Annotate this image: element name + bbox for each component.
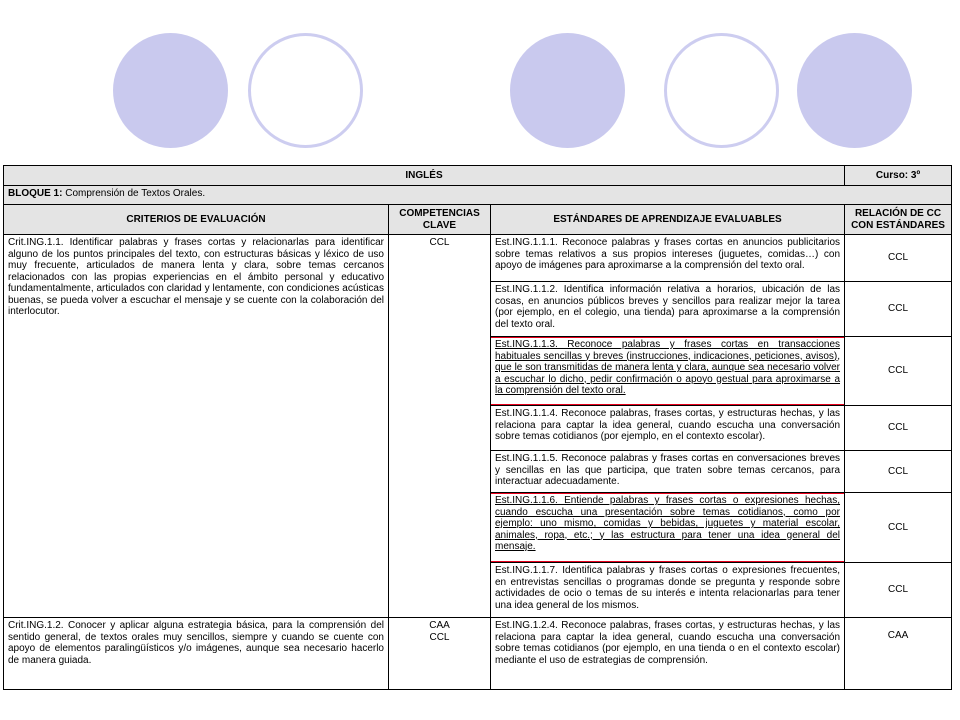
header-standards: ESTÁNDARES DE APRENDIZAJE EVALUABLES [491, 205, 845, 235]
standard-1-1-7 [491, 563, 845, 618]
relation-1-1-7: CCL [845, 563, 952, 618]
standard-text: Est.ING.1.2.4. Reconoce palabras, frases cortas, y estructuras hechas, y las relaciona para captar la idea general, cuando escucha una conversación sobre temas cotidianos (por ejemplo, en una tienda o en el contexto escolar) mediante el uso de estrategias de comprensión. [495, 620, 841, 666]
criterion-1-2: Crit.ING.1.2. Conocer y aplicar alguna estrategia básica, para la comprensión del sentido general, de textos orales muy sencillos, siempre y cuando se cuente con apoyo de elementos paralingüísticos y/o imágenes, aunque sea necesario hacerlo de manera guiada. [4, 618, 389, 690]
standard-text: Est.ING.1.1.4. Reconoce palabras, frases cortas, y estructuras hechas, y las relaciona para captar la idea general, cuando escucha una conversación sobre temas cotidianos (por ejemplo, en el contexto escolar). [495, 408, 841, 442]
decorative-circle-5 [797, 33, 912, 148]
standard-1-1-6 [491, 493, 845, 563]
standard-text: Est.ING.1.1.1. Reconoce palabras y frases cortas en anuncios publicitarios sobre temas relativos a sus propios intereses (juguetes, comidas…) con apoyo de imágenes para aproximarse a la comprensión del texto oral. [495, 237, 841, 271]
standard-1-1-5 [491, 451, 845, 493]
decorative-circle-1 [113, 33, 228, 148]
competences-1-2 [389, 618, 491, 690]
relation-1-1-1: CCL [845, 235, 952, 282]
standard-1-2-4 [491, 618, 845, 690]
block-prefix: BLOQUE 1: [8, 188, 63, 199]
relation-1-1-5: CCL [845, 451, 952, 493]
relation-1-1-2: CCL [845, 282, 952, 337]
subject-title: INGLÉS [4, 166, 845, 186]
header-relation: RELACIÓN DE CC CON ESTÁNDARES [845, 205, 952, 235]
competence-code: CCL [429, 631, 450, 643]
curriculum-table [3, 165, 952, 690]
block-name: Comprensión de Textos Orales. [62, 188, 206, 199]
header-criteria: CRITERIOS DE EVALUACIÓN [4, 205, 389, 235]
course-label: Curso: 3º [845, 166, 952, 186]
competences-1-1 [389, 235, 491, 618]
relation-1-1-4: CCL [845, 406, 952, 451]
relation-1-2-4: CAA [845, 618, 952, 690]
header-competences: COMPETENCIAS CLAVE [389, 205, 491, 235]
block-title [4, 186, 952, 205]
standard-text: Est.ING.1.1.7. Identifica palabras y frases cortas o expresiones frecuentes, en entrevistas sencillas o programas donde se pregunta y responde sobre actividades de ocio o temas de su interés e intenta relacionarlas para tener una idea general de los mismos. [495, 565, 841, 611]
relation-1-1-6: CCL [845, 493, 952, 563]
standard-1-1-2 [491, 282, 845, 337]
criterion-1-1: Crit.ING.1.1. Identificar palabras y frases cortas y relacionarlas para identificar alguno de los puntos principales del texto, con estructuras básicas y léxico de uso muy frecuente, articulados de manera lenta y clara, sobre temas cercanos relacionados con las propias experiencias en el ámbito personal y educativo fundamentalmente, articulados con claridad y lentamente, con condiciones acústicas buenas, se pueda volver a escuchar el mensaje y se cuente con la colaboración del interlocutor. [4, 235, 389, 618]
relation-1-1-3: CCL [845, 337, 952, 406]
standard-text: Est.ING.1.1.6. Entiende palabras y frases cortas o expresiones hechas, cuando escucha una presentación sobre temas cotidianos, como por ejemplo: uno mismo, comidas y bebidas, juguetes y material escolar, animales, ropa, etc.; y las estructura para tener una idea general del mensaje. [495, 495, 841, 552]
standard-1-1-1 [491, 235, 845, 282]
standard-1-1-3 [491, 337, 845, 406]
standard-1-1-4 [491, 406, 845, 451]
competence-code: CCL [429, 237, 450, 248]
decorative-circle-2 [248, 33, 363, 148]
standard-text: Est.ING.1.1.2. Identifica información relativa a horarios, ubicación de las cosas, en anuncios públicos breves y sencillos para realizar mejor la tarea (por ejemplo, en el colegio, una tienda) para aproximarse a la comprensión del texto oral. [495, 284, 841, 330]
decorative-circle-3 [510, 33, 625, 148]
competence-code: CAA [429, 620, 450, 631]
decorative-circle-4 [664, 33, 779, 148]
standard-text: Est.ING.1.1.3. Reconoce palabras y frases cortas en transacciones habituales sencillas y breves (instrucciones, indicaciones, peticiones, avisos), que le son transmitidas de manera lenta y clara, aunque sea necesario volver a escuchar lo dicho, pedir confirmación o apoyo gestual para aproximarse a la comprensión del texto oral. [495, 339, 841, 396]
standard-text: Est.ING.1.1.5. Reconoce palabras y frases cortas en conversaciones breves y sencillas en las que participa, que traten sobre temas cercanos, para interactuar adecuadamente. [495, 453, 841, 487]
